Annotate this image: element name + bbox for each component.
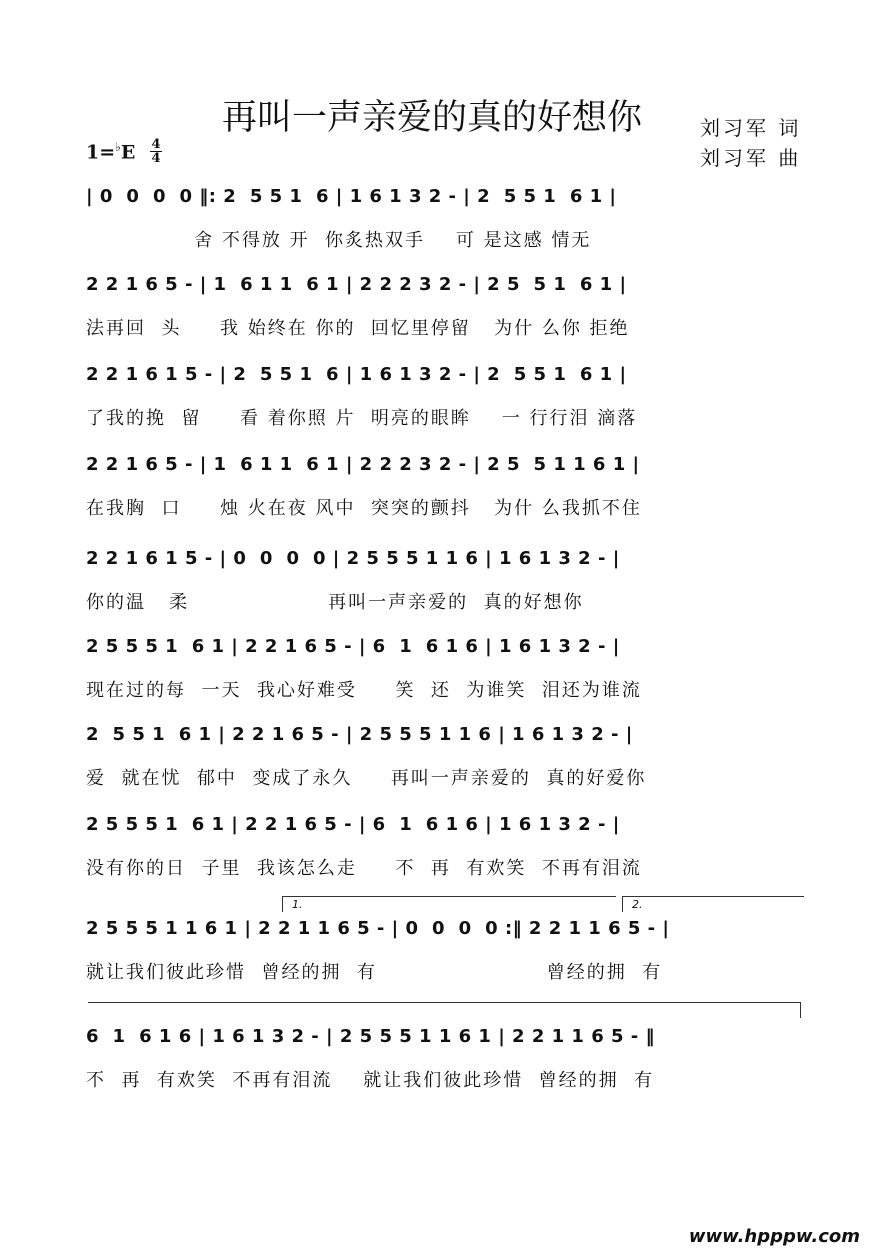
lyrics-line: 现在过的每 一天 我心好难受 笑 还 为谁笑 泪还为谁流: [86, 680, 642, 701]
key-note: E: [120, 141, 136, 164]
key-prefix: 1=: [86, 141, 116, 164]
flat-sign: ♭: [115, 140, 121, 154]
score-line: [0, 274, 888, 354]
time-signature-bottom: 4: [151, 151, 161, 166]
notation-line: 2 2 1 6 5 - | 1 6 1 1 6 1 | 2 2 2 3 2 - | 2 5 5 1 6 1 |: [86, 274, 627, 295]
section-bracket: [88, 1002, 800, 1003]
second-ending-bracket: [622, 896, 804, 897]
song-title: 再叫一声亲爱的真的好想你: [222, 98, 643, 138]
notation-line: 6 1 6 1 6 | 1 6 1 3 2 - | 2 5 5 5 1 1 6 1 | 2 2 1 1 6 5 - ‖: [86, 1026, 656, 1047]
first-ending-tick: [282, 896, 283, 912]
lyrics-line: 在我胸 口 烛 火在夜 风中 突突的颤抖 为什 么我抓不住: [86, 498, 642, 519]
notation-line: 2 5 5 1 6 1 | 2 2 1 6 5 - | 2 5 5 5 1 1 6 | 1 6 1 3 2 - |: [86, 724, 633, 745]
notation-line: 2 2 1 6 5 - | 1 6 1 1 6 1 | 2 2 2 3 2 - | 2 5 5 1 1 6 1 |: [86, 454, 640, 475]
score-line: [0, 918, 888, 998]
lyrics-line: 没有你的日 子里 我该怎么走 不 再 有欢笑 不再有泪流: [86, 858, 642, 879]
site-watermark: www.hpppw.com: [688, 1226, 860, 1247]
time-signature-top: 4: [151, 137, 161, 152]
notation-line: 2 2 1 6 1 5 - | 0 0 0 0 | 2 5 5 5 1 1 6 | 1 6 1 3 2 - |: [86, 548, 620, 569]
key-signature: [86, 140, 135, 163]
score-line: [0, 1026, 888, 1106]
lyrics-line: 你的温 柔 再叫一声亲爱的 真的好想你: [86, 592, 584, 613]
lyrics-line: 舍 不得放 开 你炙热双手 可 是这感 情无: [86, 230, 592, 251]
score-line: [0, 454, 888, 534]
section-bracket-tick: [800, 1002, 801, 1018]
notation-line: 2 2 1 6 1 5 - | 2 5 5 1 6 | 1 6 1 3 2 - | 2 5 5 1 6 1 |: [86, 364, 627, 385]
notation-line: 2 5 5 5 1 6 1 | 2 2 1 6 5 - | 6 1 6 1 6 | 1 6 1 3 2 - |: [86, 636, 620, 657]
score-line: [0, 364, 888, 444]
second-ending-label: 2.: [632, 898, 643, 911]
lyrics-line: 了我的挽 留 看 着你照 片 明亮的眼眸 一 行行泪 滴落: [86, 408, 638, 429]
lyricist-credit: 刘习军 词: [700, 116, 802, 140]
score-line: [0, 548, 888, 628]
lyrics-line: 就让我们彼此珍惜 曾经的拥 有 曾经的拥 有: [86, 962, 663, 983]
score-line: [0, 186, 888, 266]
score-line: [0, 636, 888, 716]
score-line: [0, 814, 888, 894]
time-signature: [150, 138, 162, 165]
notation-line: | 0 0 0 0 ‖: 2 5 5 1 6 | 1 6 1 3 2 - | 2 5 5 1 6 1 |: [86, 186, 617, 207]
lyrics-line: 不 再 有欢笑 不再有泪流 就让我们彼此珍惜 曾经的拥 有: [86, 1070, 655, 1091]
composer-credit: 刘习军 曲: [700, 146, 802, 170]
lyrics-line: 法再回 头 我 始终在 你的 回忆里停留 为什 么你 拒绝: [86, 318, 630, 339]
first-ending-label: 1.: [292, 898, 303, 911]
second-ending-tick: [622, 896, 623, 912]
notation-line: 2 5 5 5 1 1 6 1 | 2 2 1 1 6 5 - | 0 0 0 0 :‖ 2 2 1 1 6 5 - |: [86, 918, 670, 939]
lyrics-line: 爱 就在忧 郁中 变成了永久 再叫一声亲爱的 真的好爱你: [86, 768, 647, 789]
score-line: [0, 724, 888, 804]
first-ending-bracket: [282, 896, 616, 897]
notation-line: 2 5 5 5 1 6 1 | 2 2 1 6 5 - | 6 1 6 1 6 | 1 6 1 3 2 - |: [86, 814, 620, 835]
